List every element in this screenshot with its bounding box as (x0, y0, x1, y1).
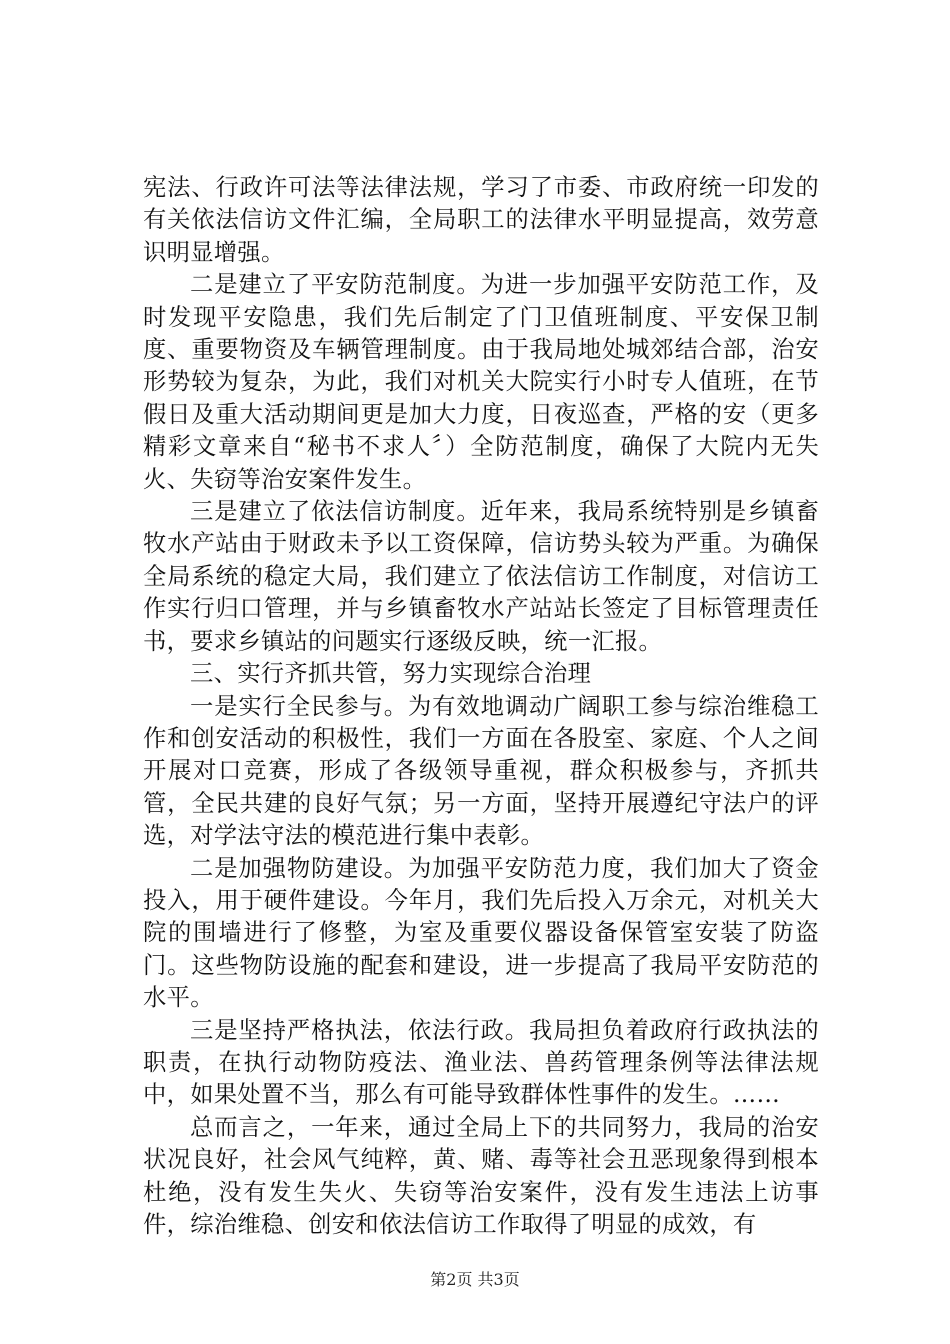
paragraph-continuation: 宪法、行政许可法等法律法规，学习了市委、市政府统一印发的有关依法信访文件汇编，全局职工的法律水平明显提高，效劳意识明显增强。 (143, 174, 819, 266)
paragraph-security-system: 二是建立了平安防范制度。为进一步加强平安防范工作，及时发现平安隐患，我们先后制定了门卫值班制度、平安保卫制度、重要物资及车辆管理制度。由于我局地处城郊结合部，治安形势较为复杂，为此，我们对机关大院实行小时专人值班，在节假日及重大活动期间更是加大力度，日夜巡查，严格的安（更多精彩文章来自“秘书不求人〞）全防范制度，确保了大院内无失火、失窃等治安案件发生。 (143, 271, 819, 493)
section-heading: 三、实行齐抓共管，努力实现综合治理 (190, 660, 592, 688)
paragraph-summary: 总而言之，一年来，通过全局上下的共同努力，我局的治安状况良好，社会风气纯粹，黄、赌、毒等社会丑恶现象得到根本杜绝，没有发生失火、失窃等治安案件，没有发生违法上访事件，综治维稳、创安和依法信访工作取得了明显的成效，有 (143, 1113, 819, 1238)
page-number-footer: 第2页 共3页 (430, 1270, 520, 1289)
paragraph-public-participation: 一是实行全民参与。为有效地调动广阔职工参与综治维稳工作和创安活动的积极性，我们一方面在各股室、家庭、个人之间开展对口竞赛，形成了各级领导重视，群众积极参与，齐抓共管，全民共建的良好气氛；另一方面，坚持开展遵纪守法户的评选，对学法守法的模范进行集中表彰。 (143, 692, 819, 850)
paragraph-physical-defense: 二是加强物防建设。为加强平安防范力度，我们加大了资金投入，用于硬件建设。今年月，我们先后投入万余元，对机关大院的围墙进行了修整，为室及重要仪器设备保管室安装了防盗门。这些物防设施的配套和建设，进一步提高了我局平安防范的水平。 (143, 854, 819, 1012)
paragraph-petition-system: 三是建立了依法信访制度。近年来，我局系统特别是乡镇畜牧水产站由于财政未予以工资保障，信访势头较为严重。为确保全局系统的稳定大局，我们建立了依法信访工作制度，对信访工作实行归口管理，并与乡镇畜牧水产站站长签定了目标管理责任书，要求乡镇站的问题实行逐级反映，统一汇报。 (143, 498, 819, 655)
paragraph-law-enforcement: 三是坚持严格执法，依法行政。我局担负着政府行政执法的职责，在执行动物防疫法、渔业法、兽药管理条例等法律法规中，如果处置不当，那么有可能导致群体性事件的发生。…… (143, 1016, 819, 1109)
document-body (143, 172, 819, 1241)
